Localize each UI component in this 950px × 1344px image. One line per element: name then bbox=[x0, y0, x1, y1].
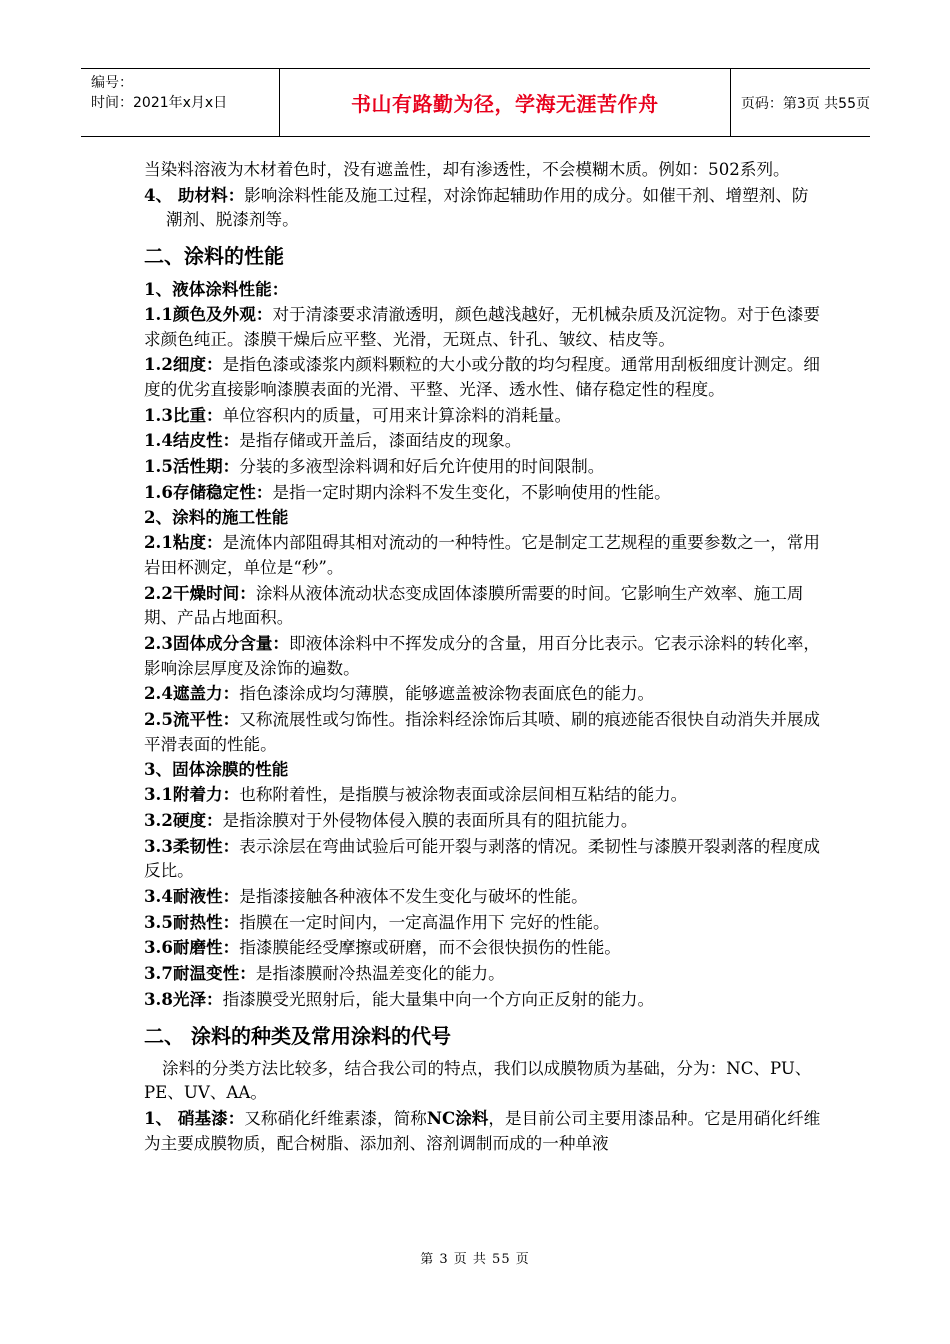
header-page-info: 页码：第3页 共55页 bbox=[740, 95, 870, 112]
paragraph: 1.5活性期：分装的多液型涂料调和好后允许使用的时间限制。 bbox=[144, 456, 605, 477]
paragraph: 2.2干燥时间：涂料从液体流动状态变成固体漆膜所需要的时间。它影响生产效率、施工周期、产品占地面积。 bbox=[144, 582, 804, 628]
paragraph: 3.3柔韧性：表示涂层在弯曲试验后可能开裂与剥落的情况。柔韧性与漆膜开裂剥落的程度成反比。 bbox=[144, 835, 821, 881]
section-heading: 二、 涂料的种类及常用涂料的代号 bbox=[144, 1023, 451, 1048]
header-meta bbox=[81, 69, 280, 136]
section-heading: 二、涂料的性能 bbox=[144, 244, 284, 269]
paragraph: 3.1附着力：也称附着性，是指膜与被涂物表面或涂层间相互粘结的能力。 bbox=[144, 784, 688, 805]
paragraph: 2.1粘度：是流体内部阻碍其相对流动的一种特性。它是制定工艺规程的重要参数之一，常用岩田杯测定，单位是“秒”。 bbox=[144, 532, 821, 577]
paragraph: 3.4耐液性：是指漆接触各种液体不发生变化与破坏的性能。 bbox=[144, 885, 588, 906]
paragraph: 1.4结皮性：是指存储或开盖后，漆面结皮的现象。 bbox=[144, 430, 522, 451]
paragraph: 3.5耐热性：指膜在一定时间内，一定高温作用下 完好的性能。 bbox=[144, 911, 610, 932]
paragraph: 3.2硬度：是指涂膜对于外侵物体侵入膜的表面所具有的阻抗能力。 bbox=[144, 809, 638, 830]
document-body bbox=[144, 158, 824, 1156]
subsection-heading: 2、涂料的施工性能 bbox=[144, 507, 289, 528]
paragraph: 1.1颜色及外观：对于清漆要求清澈透明，颜色越浅越好，无机械杂质及沉淀物。对于色漆要求颜色纯正。漆膜干燥后应平整、光滑，无斑点、针孔、皱纹、桔皮等。 bbox=[144, 303, 821, 349]
paragraph: 当染料溶液为木材着色时，没有遮盖性，却有渗透性，不会模糊木质。例如：502系列。 bbox=[144, 160, 790, 179]
paragraph: 1.3比重：单位容积内的质量，可用来计算涂料的消耗量。 bbox=[144, 404, 572, 425]
subsection-heading: 1、液体涂料性能： bbox=[144, 279, 289, 300]
subsection-heading: 3、固体涂膜的性能 bbox=[144, 759, 289, 780]
paragraph: 4、 助材料：影响涂料性能及施工过程，对涂饰起辅助作用的成分。如催干剂、增塑剂、防潮剂、脱漆剂等。 bbox=[144, 184, 809, 230]
document-date: 时间：2021年x月x日 bbox=[91, 95, 228, 111]
page-header bbox=[81, 68, 870, 137]
paragraph: 2.3固体成分含量：即液体涂料中不挥发成分的含量，用百分比表示。它表示涂料的转化率，影响涂层厚度及涂饰的遍数。 bbox=[144, 632, 821, 678]
paragraph: 涂料的分类方法比较多，结合我公司的特点，我们以成膜物质为基础，分为：NC、PU、PE、UV、AA。 bbox=[144, 1058, 812, 1103]
paragraph: 3.8光泽：指漆膜受光照射后，能大量集中向一个方向正反射的能力。 bbox=[144, 988, 655, 1009]
paragraph: 3.6耐磨性：指漆膜能经受摩擦或研磨，而不会很快损伤的性能。 bbox=[144, 937, 621, 958]
paragraph: 2.5流平性：又称流展性或匀饰性。指涂料经涂饰后其喷、刷的痕迹能否很快自动消失并展成平滑表面的性能。 bbox=[144, 709, 821, 754]
paragraph: 2.4遮盖力：指色漆涂成均匀薄膜，能够遮盖被涂物表面底色的能力。 bbox=[144, 683, 655, 704]
header-motto: 书山有路勤为径，学海无涯苦作舟 bbox=[280, 69, 731, 136]
paragraph: 1、 硝基漆：又称硝化纤维素漆，简称NC涂料，是目前公司主要用漆品种。它是用硝化纤维为主要成膜物质，配合树脂、添加剂、溶剂调制而成的一种单液 bbox=[144, 1107, 821, 1153]
paragraph: 3.7耐温变性：是指漆膜耐冷热温差变化的能力。 bbox=[144, 963, 505, 984]
page-footer: 第 3 页 共 55 页 bbox=[420, 1252, 530, 1267]
paragraph: 1.6存储稳定性：是指一定时期内涂料不发生变化，不影响使用的性能。 bbox=[144, 481, 671, 502]
document-code-label: 编号： bbox=[91, 75, 133, 91]
paragraph: 1.2细度：是指色漆或漆浆内颜料颗粒的大小或分散的均匀程度。通常用刮板细度计测定。细度的优劣直接影响漆膜表面的光滑、平整、光泽、透水性、储存稳定性的程度。 bbox=[144, 354, 821, 399]
